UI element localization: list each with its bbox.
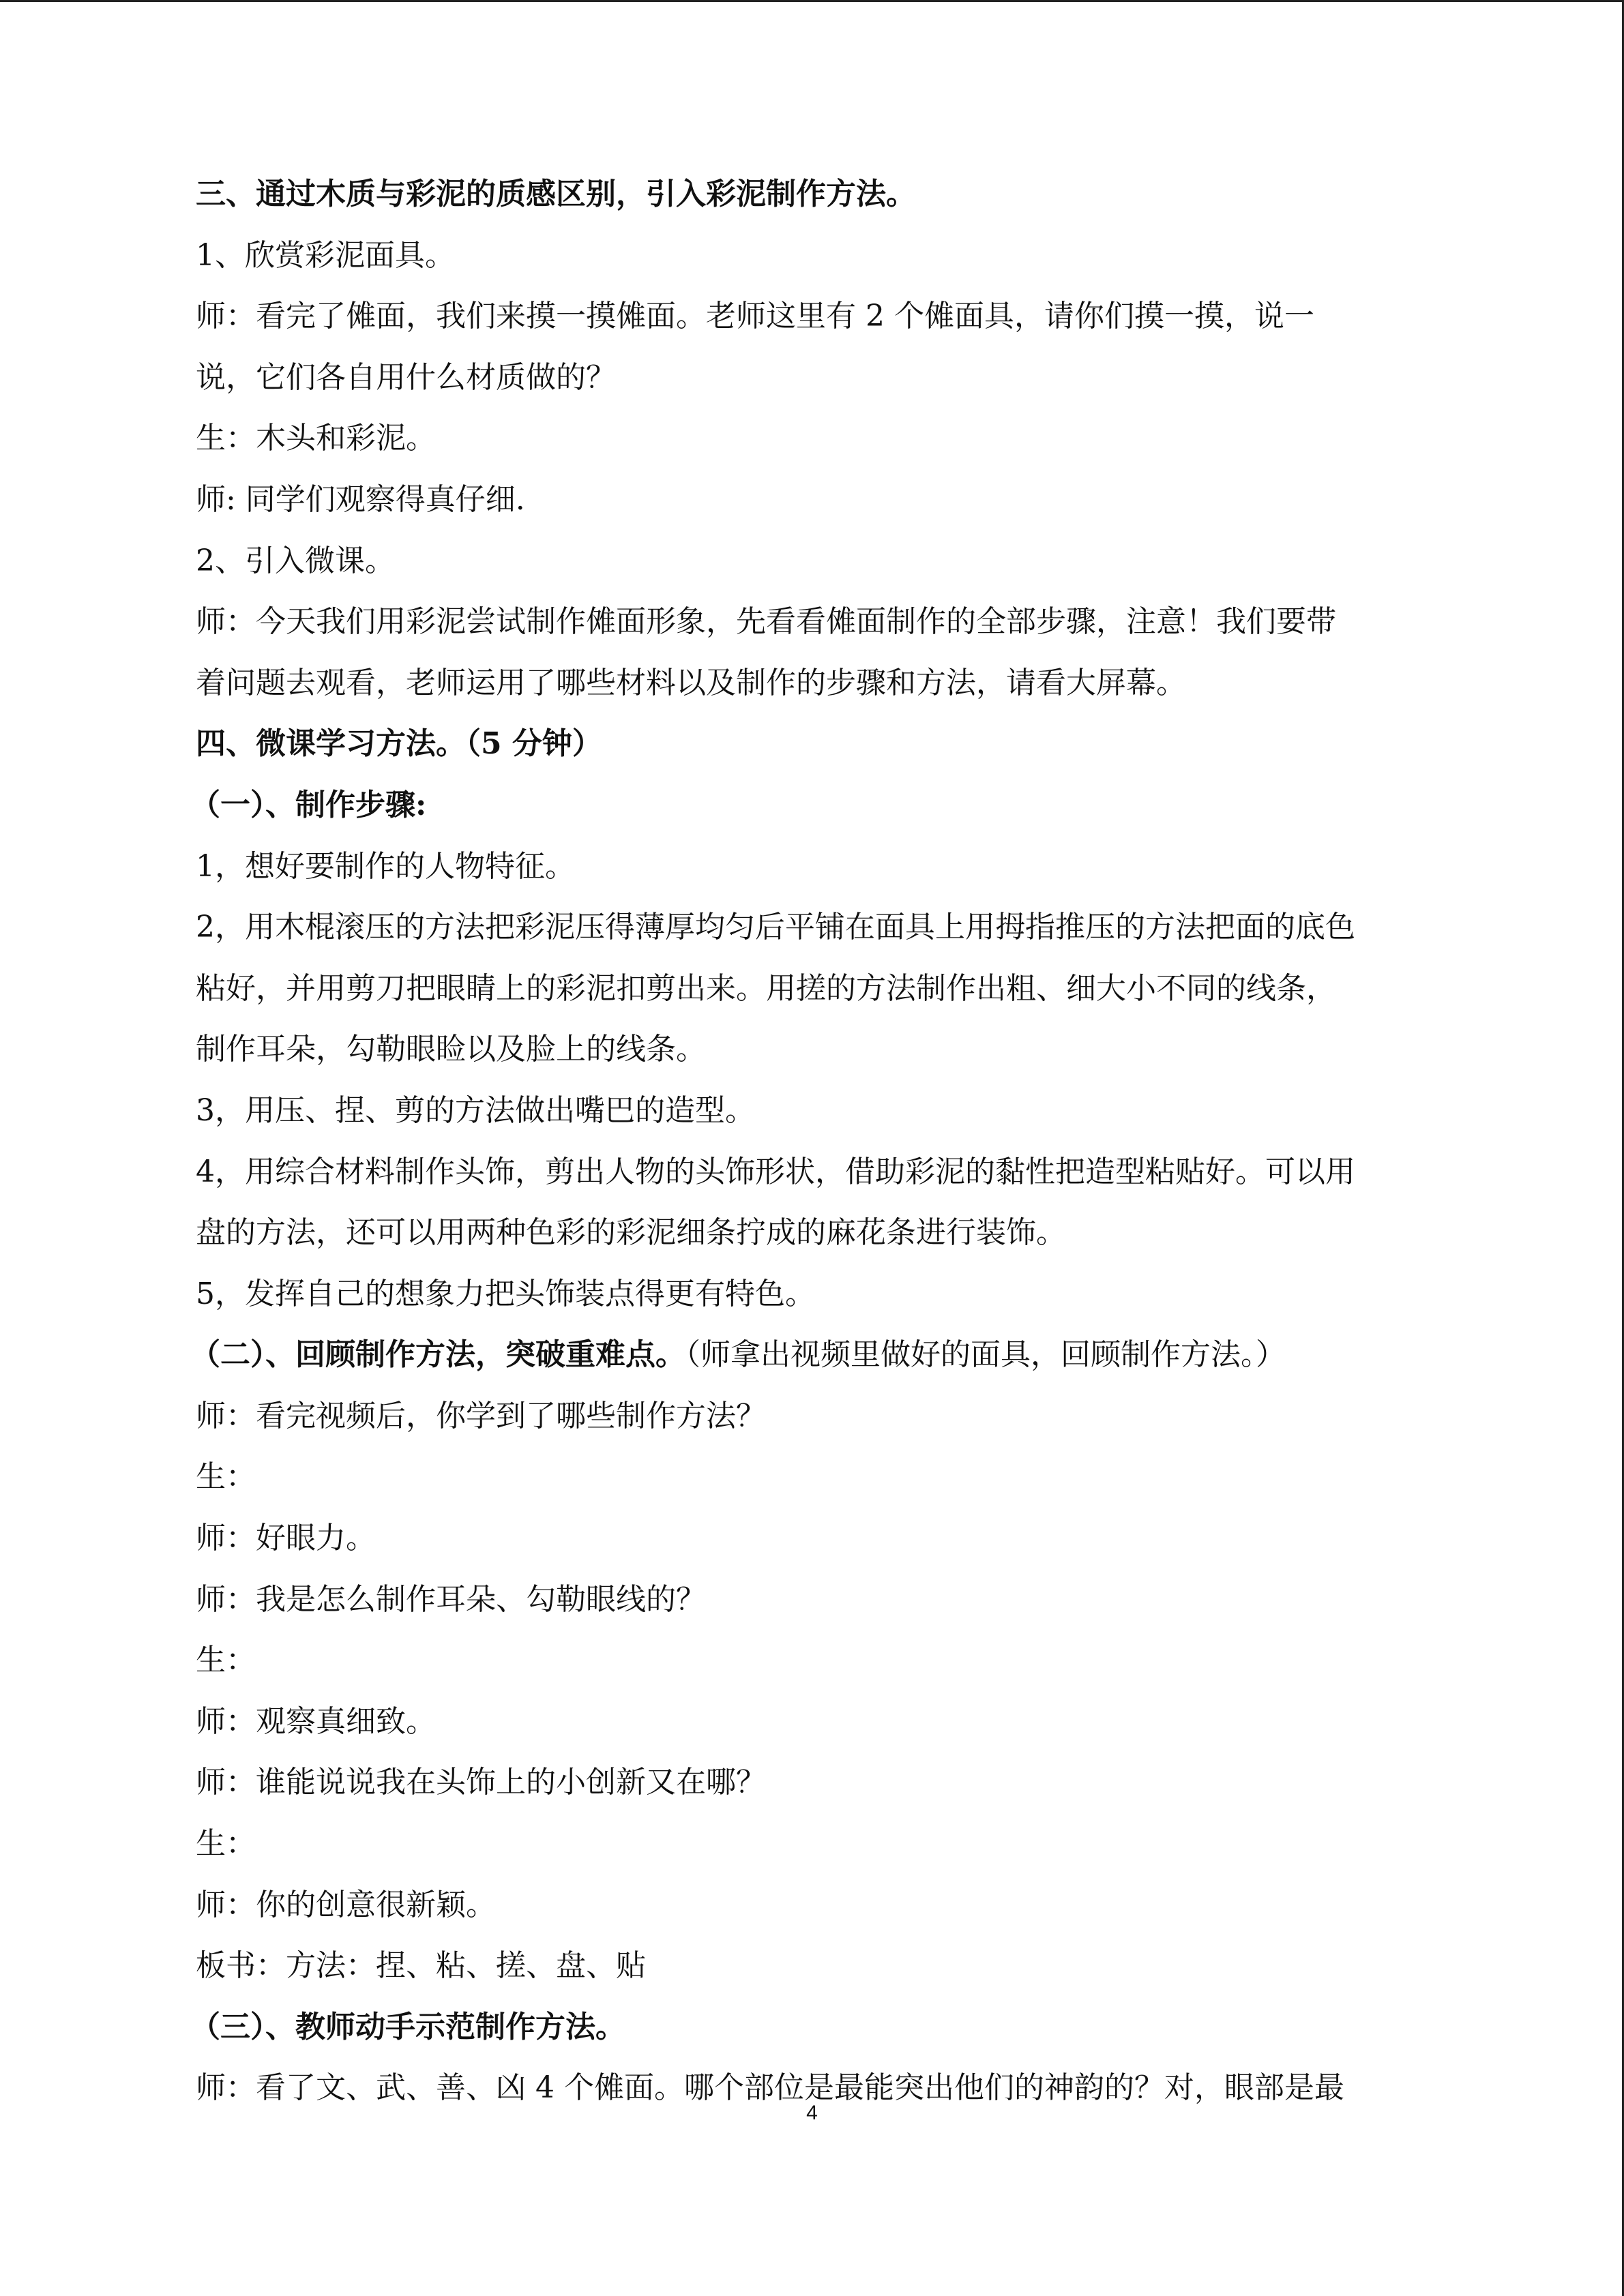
page-border-top [0, 0, 1624, 2]
paragraph-line: 粘好，并用剪刀把眼睛上的彩泥扣剪出来。用搓的方法制作出粗、细大小不同的线条， [196, 970, 1336, 1006]
paragraph-line: 生： [196, 1643, 256, 1678]
page-number: 4 [806, 2102, 818, 2124]
sub-heading-demo: （三）、教师动手示范制作方法。 [190, 2009, 625, 2044]
paragraph-line: 师：今天我们用彩泥尝试制作傩面形象，先看看傩面制作的全部步骤，注意！我们要带 [196, 604, 1336, 640]
paragraph-line: 师：看完视频后，你学到了哪些制作方法？ [196, 1398, 766, 1433]
paragraph-line: 着问题去观看，老师运用了哪些材料以及制作的步骤和方法，请看大屏幕。 [196, 665, 1186, 700]
paragraph-line: 师：观察真细致。 [196, 1703, 436, 1739]
paragraph-line: 3，用压、捏、剪的方法做出嘴巴的造型。 [196, 1092, 755, 1128]
paragraph-line: 2，用木棍滚压的方法把彩泥压得薄厚均匀后平铺在面具上用拇指推压的方法把面的底色 [196, 910, 1355, 945]
paragraph-line: 师: 同学们观察得真仔细. [196, 481, 525, 517]
document-body [190, 164, 1464, 2119]
paragraph-line: 盘的方法，还可以用两种色彩的彩泥细条拧成的麻花条进行装饰。 [196, 1215, 1066, 1251]
paragraph-line: 师：你的创意很新颖。 [196, 1887, 496, 1922]
paragraph-line: 师：好眼力。 [196, 1521, 376, 1556]
paragraph-line: 1，想好要制作的人物特征。 [196, 848, 575, 884]
paragraph-line: 师：看了文、武、善、凶 4 个傩面。哪个部位是最能突出他们的神韵的？对，眼部是最 [196, 2070, 1344, 2106]
paragraph-line: 制作耳朵，勾勒眼睑以及脸上的线条。 [196, 1032, 706, 1067]
sub-heading-review-note: （师拿出视频里做好的面具，回顾制作方法。） [685, 1337, 1286, 1373]
paragraph-line: 师：谁能说说我在头饰上的小创新又在哪？ [196, 1765, 766, 1800]
section-heading-4: 四、微课学习方法。（5 分钟） [196, 726, 602, 762]
sub-heading-review [190, 1324, 1464, 1386]
paragraph-line: 生：木头和彩泥。 [196, 421, 436, 456]
paragraph-line: 师：看完了傩面，我们来摸一摸傩面。老师这里有 2 个傩面具，请你们摸一摸，说一 [196, 299, 1314, 334]
paragraph-line: 师：我是怎么制作耳朵、勾勒眼线的？ [196, 1581, 706, 1617]
paragraph-line: 说，它们各自用什么材质做的？ [196, 359, 616, 395]
paragraph-line: 板书：方法：捏、粘、搓、盘、贴 [196, 1948, 646, 1984]
sub-heading-steps: （一）、制作步骤: [190, 787, 427, 822]
paragraph-line: 2、引入微课。 [196, 543, 395, 578]
section-heading-3: 三、通过木质与彩泥的质感区别，引入彩泥制作方法。 [196, 177, 916, 211]
paragraph-line: 5，发挥自己的想象力把头饰装点得更有特色。 [196, 1276, 815, 1311]
sub-heading-review-title: （二）、回顾制作方法，突破重难点。 [190, 1337, 685, 1373]
paragraph-line: 生： [196, 1459, 256, 1495]
paragraph-line: 1、欣赏彩泥面具。 [196, 237, 455, 273]
paragraph-line: 4，用综合材料制作头饰，剪出人物的头饰形状，借助彩泥的黏性把造型粘贴好。可以用 [196, 1154, 1355, 1189]
paragraph-line: 生： [196, 1826, 256, 1862]
